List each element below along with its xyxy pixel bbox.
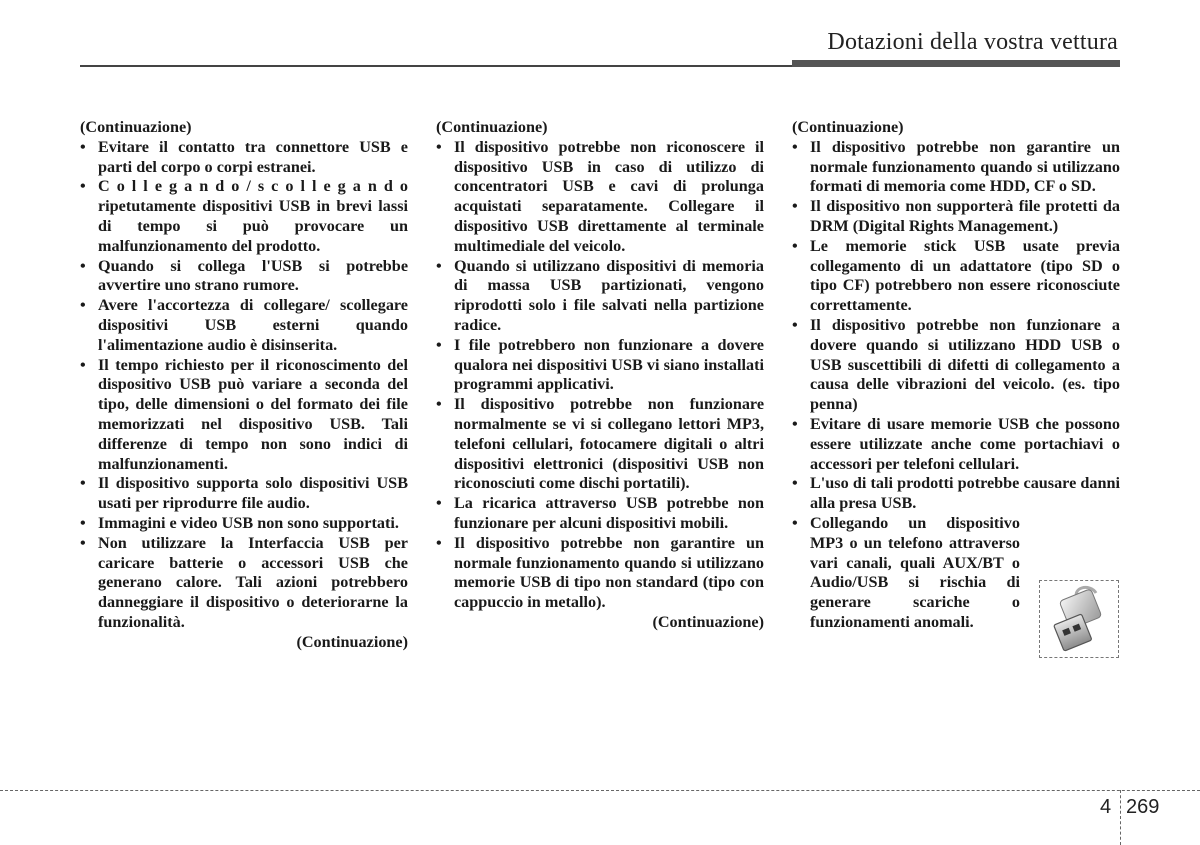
list-item: • Il dispositivo potrebbe non funzionare a dovere quando si utilizzano HDD USB o USB suscettibili di difetti di collegamento a causa delle vibrazioni del veicolo. (es. tipo penna) [792,316,1120,415]
list-item: • La ricarica attraverso USB potrebbe non funzionare per alcuni dispositivi mobili. [436,494,764,534]
continuation-label: (Continuazione) [436,118,548,136]
continuation-label: (Continuazione) [80,118,192,136]
list-item: • Avere l'accortezza di collegare/ scollegare dispositivi USB esterni quando l'alimentazione audio è disinserita. [80,296,408,355]
list-item: • Collegando un dispositivo MP3 o un telefono attraverso vari canali, quali AUX/BT o Audio/USB si rischia di generare scariche o funzionamenti anomali. [792,514,1020,633]
list-item: • Evitare il contatto tra connettore USB e parti del corpo o corpi estranei. [80,138,408,178]
list-item: • Quando si collega l'USB si potrebbe avvertire uno strano rumore. [80,257,408,297]
continuation-label: (Continuazione) [652,612,764,631]
list-item: • Il tempo richiesto per il riconoscimento del dispositivo USB può variare a seconda del tipo, delle dimensioni o del formato dei file memorizzati nel dispositivo USB. Tali differenze di tempo non sono indici di malfunzionamenti. [80,356,408,475]
list-item: • I file potrebbero non funzionare a dovere qualora nei dispositivi USB vi siano installati programmi applicativi. [436,336,764,395]
page-header-title: Dotazioni della vostra vettura [827,29,1118,55]
list-item: • Immagini e video USB non sono supportati. [80,514,408,534]
header-rule-thin [80,65,794,67]
continuation-label: (Continuazione) [792,118,904,136]
usb-stick-icon [1040,581,1118,657]
text-column-1 [80,118,408,653]
bullet-list [436,138,764,613]
text-column-3 [792,118,1120,633]
bullet-list [80,138,408,633]
footer-divider [1120,790,1121,845]
footer-rule [0,790,1200,791]
list-item: • Il dispositivo potrebbe non riconoscere il dispositivo USB in caso di utilizzo di concentratori USB e cavi di prolunga acquistati separatamente. Collegare il dispositivo USB direttamente al terminale multimediale del veicolo. [436,138,764,257]
list-item: • L'uso di tali prodotti potrebbe causare danni alla presa USB. [792,474,1120,514]
list-item: • Evitare di usare memorie USB che possono essere utilizzate anche come portachiavi o accessori per telefoni cellulari. [792,415,1120,474]
list-item: • Il dispositivo non supporterà file protetti da DRM (Digital Rights Management.) [792,197,1120,237]
list-item: • Il dispositivo potrebbe non funzionare normalmente se vi si collegano lettori MP3, telefoni cellulari, fotocamere digitali o altri dispositivi elettronici (dispositivi USB non riconosciuti come dischi portatili). [436,395,764,494]
list-item: • Le memorie stick USB usate previa collegamento di un adattatore (tipo SD o tipo CF) potrebbero non essere riconosciute correttamente. [792,237,1120,316]
chapter-number: 4 [1100,796,1112,818]
list-item: • Il dispositivo potrebbe non garantire un normale funzionamento quando si utilizzano memorie USB di tipo non standard (tipo con cappuccio in metallo). [436,534,764,613]
bullet-list [792,138,1120,633]
usb-figure-frame [1039,580,1119,658]
list-item: • Non utilizzare la Interfaccia USB per caricare batterie o accessori USB che generano calore. Tali azioni potrebbero danneggiare il dispositivo o deteriorarne la funzionalità. [80,534,408,633]
text-column-2 [436,118,764,633]
list-item: • C o l l e g a n d o / s c o l l e g a n d o ripetutamente dispositivi USB in brevi lassi di tempo si può provocare un malfunzionamento del prodotto. [80,177,408,256]
header-rule-thick [792,60,1120,67]
list-item: • Il dispositivo potrebbe non garantire un normale funzionamento quando si utilizzano formati di memoria come HDD, CF o SD. [792,138,1120,197]
continuation-label: (Continuazione) [296,632,408,651]
page-number: 269 [1126,796,1160,818]
list-item: • Il dispositivo supporta solo dispositivi USB usati per riprodurre file audio. [80,474,408,514]
list-item: • Quando si utilizzano dispositivi di memoria di massa USB partizionati, vengono riprodotti solo i file salvati nella partizione radice. [436,257,764,336]
